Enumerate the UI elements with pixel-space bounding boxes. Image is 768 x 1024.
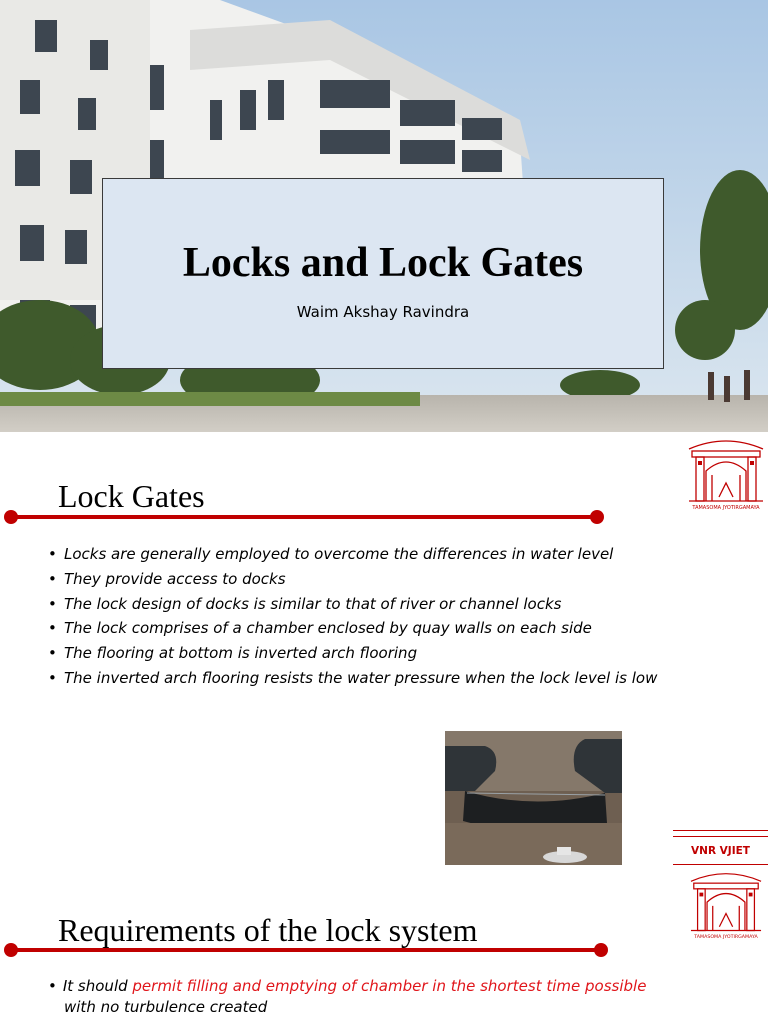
- bullet-dot-icon: •: [48, 977, 57, 995]
- svg-text:TAMASOMA JYOTIRGAMAYA: TAMASOMA JYOTIRGAMAYA: [694, 935, 758, 940]
- college-name-label: VNR VJIET: [691, 845, 750, 857]
- list-item: • The inverted arch flooring resists the water pressure when the lock level is low: [48, 666, 657, 691]
- bullet-dot-icon: •: [48, 619, 57, 638]
- bullet-dot-icon: •: [48, 594, 57, 613]
- underline-dot-left: [4, 943, 18, 957]
- slide-title: Locks and Lock Gates: [182, 240, 584, 286]
- slide-heading: Requirements of the lock system: [58, 912, 478, 948]
- list-item: • It should permit filling and emptying of chamber in the shortest time possible with no turbulence created: [48, 977, 647, 1016]
- underline-dot-right: [590, 510, 604, 524]
- lock-gates-slide: [0, 432, 768, 872]
- requirements-slide: [0, 872, 768, 1024]
- label-line-bottom: [673, 864, 768, 865]
- title-slide: [0, 0, 768, 432]
- list-item: • The lock design of docks is similar to that of river or channel locks: [48, 592, 657, 617]
- bullet-dot-icon: •: [48, 668, 57, 687]
- author-name: Waim Akshay Ravindra: [296, 303, 470, 321]
- list-item: • The lock comprises of a chamber enclosed by quay walls on each side: [48, 616, 657, 641]
- bullet-dot-icon: •: [48, 545, 57, 563]
- highlighted-text: permit filling and emptying of chamber in the shortest time possible: [132, 977, 647, 995]
- slide-heading: Lock Gates: [58, 478, 205, 514]
- underline-dot-left: [4, 510, 18, 524]
- list-item: • The flooring at bottom is inverted arch flooring: [48, 641, 657, 666]
- college-gateway-logo-icon: [686, 868, 766, 940]
- bullet-list: [48, 542, 657, 691]
- svg-text:TAMASOMA JYOTIRGAMAYA: TAMASOMA JYOTIRGAMAYA: [692, 505, 760, 511]
- underline-dot-right: [594, 943, 608, 957]
- label-line-middle: [673, 836, 768, 837]
- label-line-top: [673, 830, 768, 831]
- lock-gate-photo: [445, 731, 622, 865]
- heading-underline: [8, 948, 604, 952]
- list-item: • Locks are generally employed to overcome the differences in water level: [48, 542, 657, 567]
- bullet-dot-icon: •: [48, 644, 57, 663]
- list-item: • They provide access to docks: [48, 567, 657, 592]
- bullet-dot-icon: •: [48, 569, 57, 588]
- heading-underline: [8, 515, 600, 519]
- title-box: [102, 178, 664, 369]
- college-gateway-logo-icon: [686, 435, 766, 511]
